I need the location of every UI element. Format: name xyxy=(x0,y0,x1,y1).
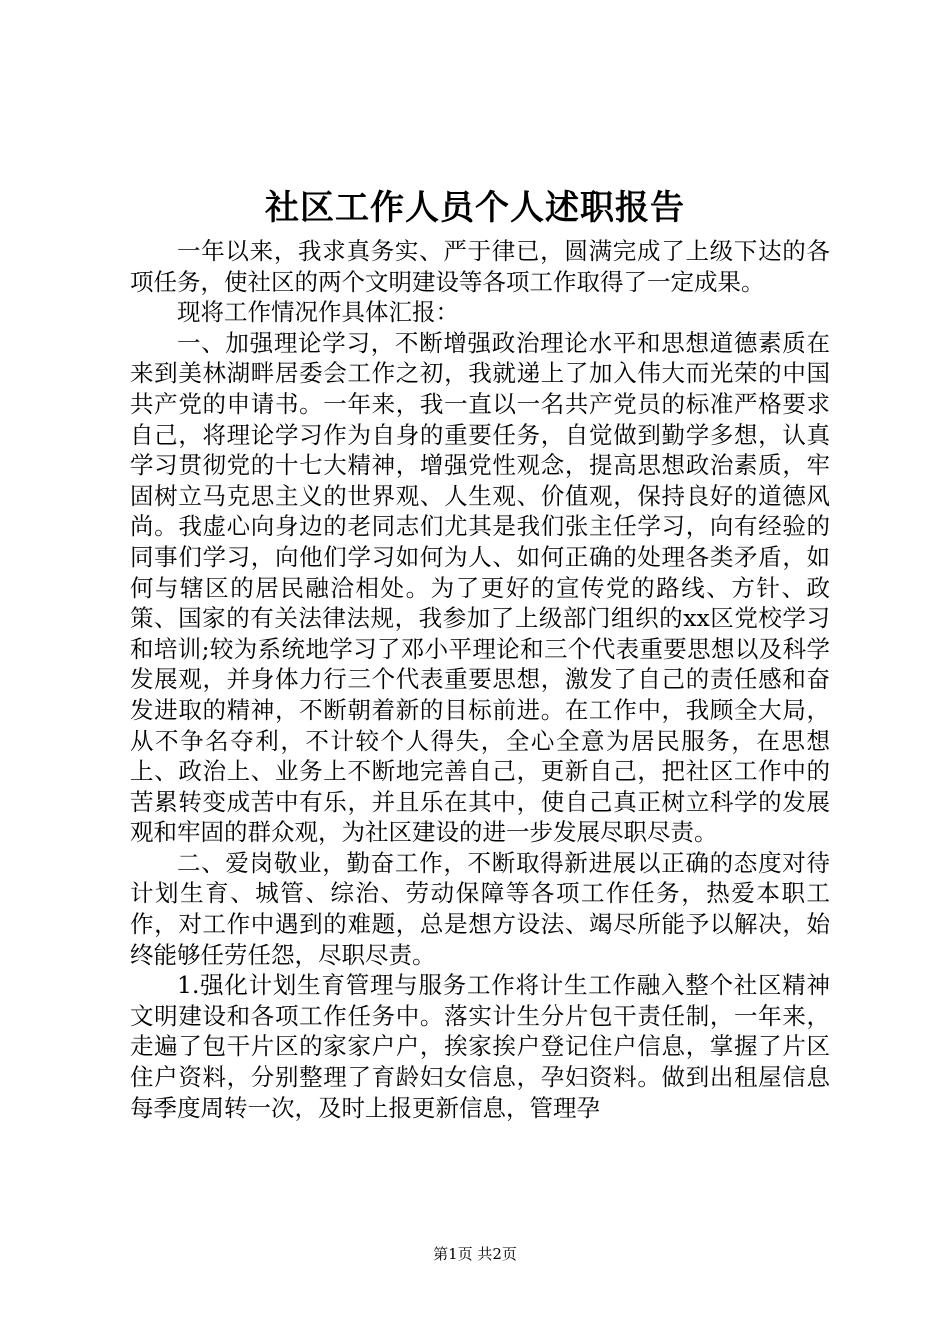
paragraph-intro: 一年以来，我求真务实、严于律已，圆满完成了上级下达的各项任务，使社区的两个文明建设等各项工作取得了一定成果。 xyxy=(130,237,830,296)
document-title: 社区工作人员个人述职报告 xyxy=(265,188,685,228)
paragraph-item-one: 1.强化计划生育管理与服务工作将计生工作融入整个社区精神文明建设和各项工作任务中。落实计生分片包干责任制，一年来，走遍了包干片区的家家户户，挨家挨户登记住户信息，掌握了片区住户资料，分别整理了育龄妇女信息，孕妇资料。做到出租屋信息每季度周转一次，及时上报更新信息，管理孕 xyxy=(130,971,830,1122)
document-body xyxy=(130,236,830,1123)
paragraph-report-lead: 现将工作情况作具体汇报： xyxy=(177,298,459,327)
paragraph-section-one: 一、加强理论学习，不断增强政治理论水平和思想道德素质在来到美林湖畔居委会工作之初，我就递上了加入伟大而光荣的中国共产党的申请书。一年来，我一直以一名共产党员的标准严格要求自己，将理论学习作为自身的重要任务，自觉做到勤学多想，认真学习贯彻党的十七大精神，增强党性观念，提高思想政治素质，牢固树立马克思主义的世界观、人生观、价值观，保持良好的道德风尚。我虚心向身边的老同志们尤其是我们张主任学习，向有经验的同事们学习，向他们学习如何为人、如何正确的处理各类矛盾，如何与辖区的居民融洽相处。为了更好的宣传党的路线、方针、政策、国家的有关法律法规，我参加了上级部门组织的xx区党校学习和培训;较为系统地学习了邓小平理论和三个代表重要思想以及科学发展观，并身体力行三个代表重要思想，激发了自己的责任感和奋发进取的精神，不断朝着新的目标前进。在工作中，我顾全大局，从不争名夺利，不计较个人得失，全心全意为居民服务，在思想上、政治上、业务上不断地完善自己，更新自己，把社区工作中的苦累转变成苦中有乐，并且乐在其中，使自己真正树立科学的发展观和牢固的群众观，为社区建设的进一步发展尽职尽责。 xyxy=(130,328,830,847)
page-number-footer: 第1页 共2页 xyxy=(433,1245,517,1263)
paragraph-section-two: 二、爱岗敬业，勤奋工作，不断取得新进展以正确的态度对待计划生育、城管、综治、劳动保障等各项工作任务，热爱本职工作，对工作中遇到的难题，总是想方设法、竭尽所能予以解决，始终能够任劳任怨，尽职尽责。 xyxy=(130,848,830,969)
